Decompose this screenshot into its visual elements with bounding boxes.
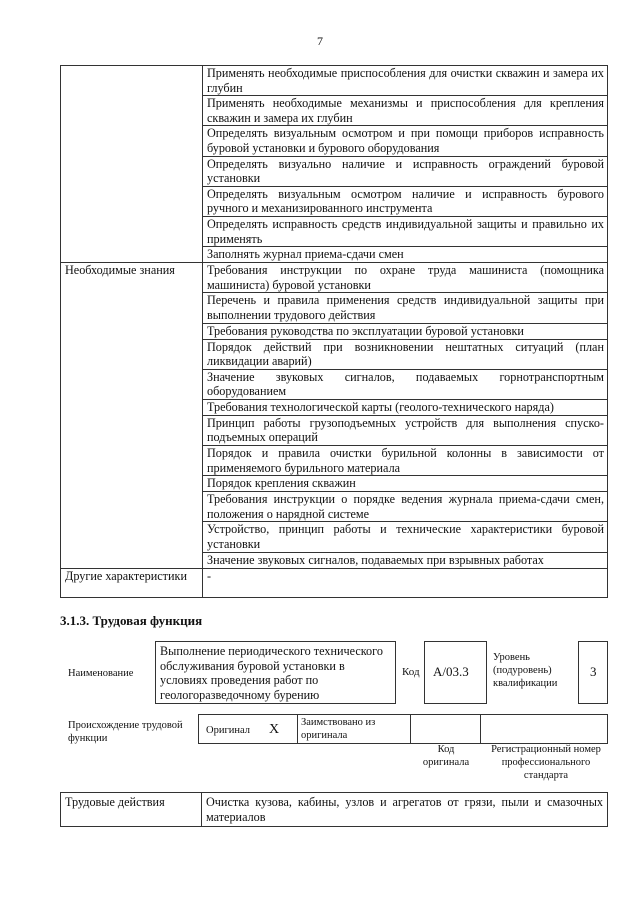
code-label: Код	[402, 666, 420, 678]
requirement-item: Порядок действий при возникновении нештатных ситуаций (план ликвидации аварий)	[203, 339, 608, 369]
row-label: Необходимые знания	[61, 263, 203, 569]
requirement-item: Устройство, принцип работы и технические характеристики буровой установки	[203, 522, 608, 552]
requirement-item: Требования руководства по эксплуатации буровой установки	[203, 323, 608, 339]
requirement-item: Порядок крепления скважин	[203, 476, 608, 492]
borrowed-label: Заимствовано из оригинала	[301, 717, 376, 741]
requirement-item: Требования инструкции по охране труда машиниста (помощника машиниста) буровой установки	[203, 263, 608, 293]
registration-cell	[480, 714, 608, 744]
row-label: Другие характеристики	[61, 568, 203, 597]
page-number: 7	[317, 34, 323, 48]
requirement-item: Значение звуковых сигналов, подаваемых горнотранспортным оборудованием	[203, 369, 608, 399]
requirement-item: Требования инструкции о порядке ведения журнала приема-сдачи смен, положения о нарядной системе	[203, 492, 608, 522]
original-mark: X	[269, 722, 280, 737]
original-label: Оригинал	[206, 725, 250, 736]
code-value: A/03.3	[433, 664, 469, 679]
requirement-item: Заполнять журнал приема-сдачи смен	[203, 247, 608, 263]
requirements-table	[60, 65, 608, 598]
requirement-item: Перечень и правила применения средств индивидуальной защиты при выполнении трудового действия	[203, 293, 608, 323]
other-value: -	[203, 568, 608, 597]
section-title: 3.1.3. Трудовая функция	[60, 613, 203, 628]
requirement-item: Принцип работы грузоподъемных устройств для выполнения спуско-подъемных операций	[203, 415, 608, 445]
original-code-cell	[410, 714, 481, 744]
requirement-item: Определять визуальным осмотром наличие и исправность бурового ручного и механизированного инструмента	[203, 186, 608, 216]
borrowed-cell	[297, 714, 411, 744]
requirement-item: Применять необходимые механизмы и приспособления для крепления скважин и замера их глубин	[203, 96, 608, 126]
original-cell	[198, 714, 298, 744]
code-box	[424, 641, 487, 704]
table-row	[61, 66, 608, 96]
table-row	[61, 263, 608, 293]
registration-caption: Регистрационный номер профессионального стандарта	[491, 744, 601, 781]
function-name-box	[155, 641, 396, 704]
name-label: Наименование	[68, 668, 134, 679]
table-row	[61, 568, 608, 597]
level-label: Уровень (подуровень) квалификации	[493, 652, 558, 689]
requirement-item: Требования технологической карты (геолого-технического наряда)	[203, 399, 608, 415]
level-value: 3	[590, 664, 597, 679]
requirement-item: Порядок и правила очистки бурильной колонны в зависимости от применяемого бурильного материала	[203, 446, 608, 476]
actions-label: Трудовые действия	[61, 793, 202, 827]
actions-table	[60, 792, 608, 827]
table-row	[61, 793, 608, 827]
origin-label: Происхождение трудовой функции	[68, 720, 183, 744]
code-caption: Код оригинала	[422, 744, 470, 768]
action-item: Очистка кузова, кабины, узлов и агрегатов от грязи, пыли и смазочных материалов	[202, 793, 608, 827]
requirement-item: Определять визуально наличие и исправность ограждений буровой установки	[203, 156, 608, 186]
requirement-item: Определять визуальным осмотром и при помощи приборов исправность буровой установки и бурового оборудования	[203, 126, 608, 156]
requirement-item: Применять необходимые приспособления для очистки скважин и замера их глубин	[203, 66, 608, 96]
requirement-item: Определять исправность средств индивидуальной защиты и правильно их применять	[203, 216, 608, 246]
row-label-empty	[61, 66, 203, 263]
level-box	[578, 641, 608, 704]
function-name: Выполнение периодического технического обслуживания буровой установки в условиях проведения работ по геологоразведочному бурению	[160, 644, 383, 702]
requirement-item: Значение звуковых сигналов, подаваемых при взрывных работах	[203, 552, 608, 568]
